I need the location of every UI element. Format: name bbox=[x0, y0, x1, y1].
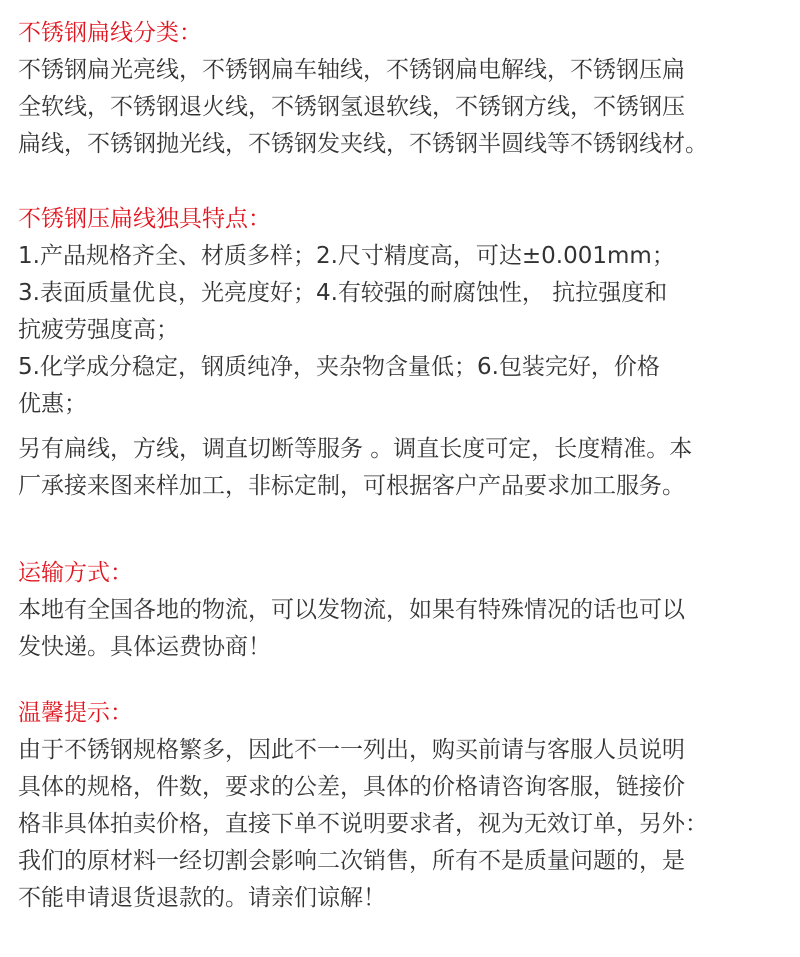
section-flat-wire-categories bbox=[18, 14, 708, 163]
text-line: 厂承接来图来样加工，非标定制，可根据客户产品要求加工服务。 bbox=[18, 473, 685, 499]
section-body bbox=[18, 52, 708, 163]
text-line: 3.表面质量优良，光亮度好；4.有较强的耐腐蚀性， 抗拉强度和 bbox=[18, 280, 668, 306]
section-heading: 不锈钢扁线分类： bbox=[18, 20, 202, 46]
text-line: 全软线，不锈钢退火线，不锈钢氢退软线，不锈钢方线，不锈钢压 bbox=[18, 94, 685, 120]
text-line: 1.产品规格齐全、材质多样；2.尺寸精度高，可达±0.001mm； bbox=[18, 243, 675, 269]
text-line: 不锈钢扁光亮线，不锈钢扁车轴线，不锈钢扁电解线，不锈钢压扁 bbox=[18, 57, 685, 83]
section-body bbox=[18, 592, 685, 666]
text-line: 发快递。具体运费协商！ bbox=[18, 634, 271, 660]
text-line: 我们的原材料一经切割会影响二次销售，所有不是质量问题的，是 bbox=[18, 848, 685, 874]
section-notice bbox=[18, 694, 708, 917]
text-line: 具体的规格，件数，要求的公差，具体的价格请咨询客服，链接价 bbox=[18, 774, 685, 800]
text-line: 本地有全国各地的物流，可以发物流，如果有特殊情况的话也可以 bbox=[18, 597, 685, 623]
section-shipping bbox=[18, 554, 685, 666]
section-heading: 运输方式： bbox=[18, 560, 133, 586]
text-line: 优惠； bbox=[18, 391, 87, 417]
section-heading: 不锈钢压扁线独具特点： bbox=[18, 206, 271, 232]
section-body bbox=[18, 238, 692, 505]
text-line: 另有扁线，方线，调直切断等服务 。调直长度可定，长度精准。本 bbox=[18, 436, 693, 462]
text-line: 格非具体拍卖价格，直接下单不说明要求者，视为无效订单，另外： bbox=[18, 811, 708, 837]
section-features bbox=[18, 200, 692, 505]
text-line: 扁线，不锈钢抛光线，不锈钢发夹线，不锈钢半圆线等不锈钢线材。 bbox=[18, 131, 708, 157]
text-line: 5.化学成分稳定，钢质纯净，夹杂物含量低；6.包装完好，价格 bbox=[18, 354, 660, 380]
text-line: 由于不锈钢规格繁多，因此不一一列出，购买前请与客服人员说明 bbox=[18, 737, 685, 763]
text-line: 抗疲劳强度高； bbox=[18, 317, 179, 343]
text-line: 不能申请退货退款的。请亲们谅解！ bbox=[18, 885, 386, 911]
section-body bbox=[18, 732, 708, 917]
section-heading: 温馨提示： bbox=[18, 700, 133, 726]
